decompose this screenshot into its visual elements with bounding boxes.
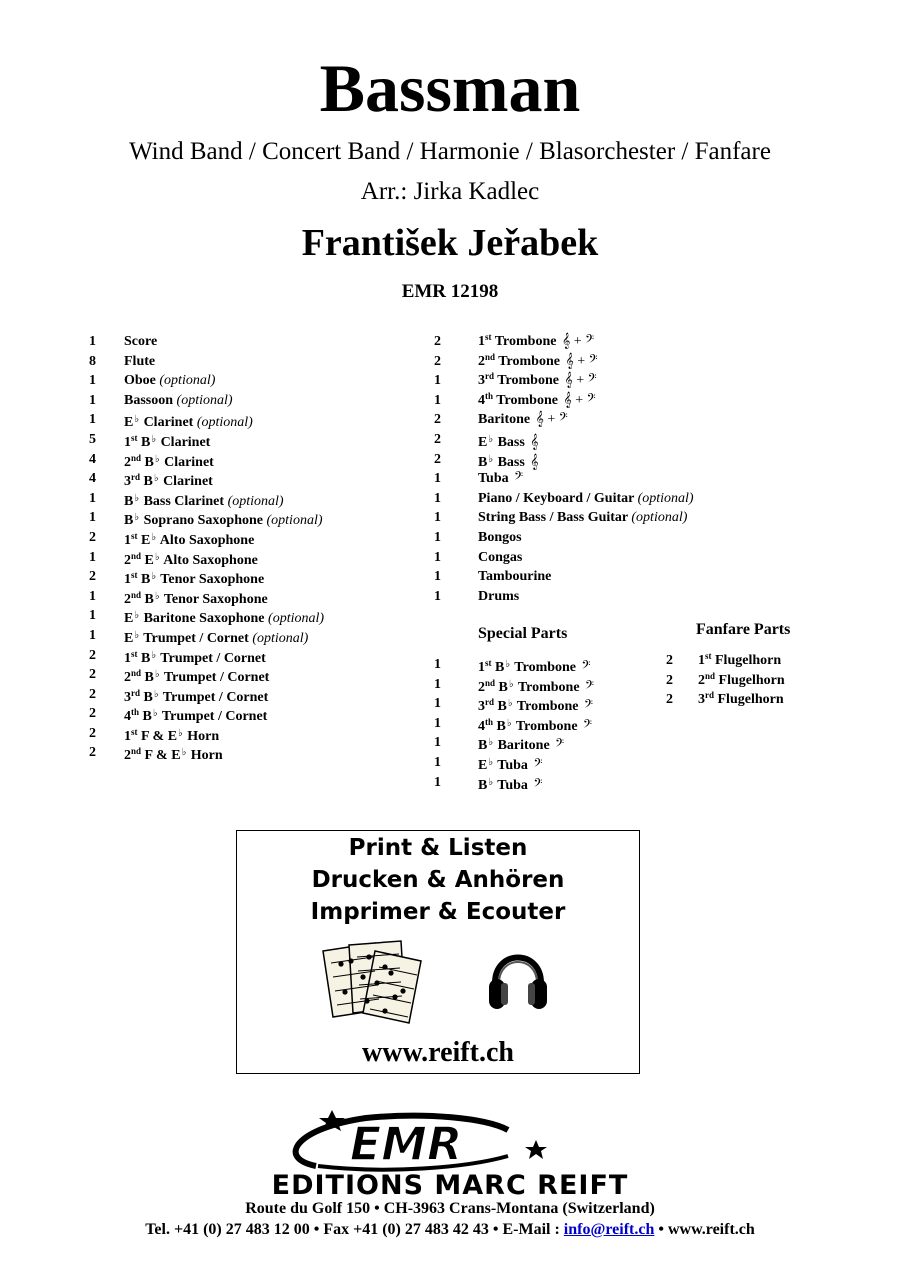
part-name: 3rd B♭ Clarinet bbox=[124, 472, 213, 490]
part-name: 1st B♭ Clarinet bbox=[124, 432, 211, 450]
part-quantity: 2 bbox=[434, 412, 441, 428]
part-name: 2nd B♭ Trumpet / Cornet bbox=[124, 668, 270, 686]
part-quantity: 1 bbox=[89, 588, 96, 604]
promo-url-link[interactable]: www.reift.ch bbox=[362, 1037, 514, 1068]
part-quantity: 4 bbox=[89, 471, 96, 487]
part-name: 2nd B♭ Trombone 𝄢 bbox=[478, 677, 595, 695]
part-quantity: 1 bbox=[434, 471, 441, 487]
part-name: Tuba 𝄢 bbox=[478, 471, 524, 487]
part-quantity: 1 bbox=[434, 754, 441, 770]
part-name: 1st B♭ Trumpet / Cornet bbox=[124, 648, 266, 666]
part-quantity: 2 bbox=[89, 529, 96, 545]
part-name: 1st B♭ Tenor Saxophone bbox=[124, 570, 265, 588]
part-name: 1st B♭ Trombone 𝄢 bbox=[478, 658, 591, 675]
part-name: 2nd E♭ Alto Saxophone bbox=[124, 550, 258, 568]
part-name: 3rd Flugelhorn bbox=[698, 690, 784, 708]
emr-logo bbox=[246, 1108, 566, 1174]
part-name: Baritone 𝄞 + 𝄢 bbox=[478, 412, 568, 428]
part-quantity: 1 bbox=[434, 392, 441, 408]
part-quantity: 1 bbox=[89, 608, 96, 624]
part-quantity: 1 bbox=[89, 412, 96, 428]
part-quantity: 1 bbox=[89, 549, 96, 565]
part-name: E♭ Clarinet (optional) bbox=[124, 414, 253, 431]
part-name: E♭ Bass 𝄞 bbox=[478, 433, 539, 450]
part-name: Bassoon (optional) bbox=[124, 392, 233, 408]
part-name: Congas bbox=[478, 549, 523, 565]
contact-website: • www.reift.ch bbox=[654, 1221, 755, 1238]
headphones-icon bbox=[487, 941, 549, 1013]
part-name: B♭ Baritone 𝄢 bbox=[478, 737, 565, 754]
part-quantity: 2 bbox=[89, 667, 96, 683]
part-quantity: 1 bbox=[434, 657, 441, 672]
part-quantity: 2 bbox=[89, 647, 96, 663]
part-quantity: 1 bbox=[89, 373, 96, 389]
part-quantity: 1 bbox=[89, 627, 96, 643]
part-name: 3rd B♭ Trombone 𝄢 bbox=[478, 697, 594, 715]
part-quantity: 1 bbox=[89, 334, 96, 349]
part-quantity: 1 bbox=[434, 373, 441, 389]
publisher-name: EDITIONS MARC REIFT bbox=[271, 1170, 629, 1201]
publisher-contact bbox=[0, 1219, 900, 1241]
part-quantity: 2 bbox=[434, 353, 441, 369]
part-name: B♭ Bass Clarinet (optional) bbox=[124, 492, 284, 509]
fanfare-parts-heading: Fanfare Parts bbox=[696, 621, 791, 638]
part-quantity: 1 bbox=[434, 549, 441, 565]
part-name: Piano / Keyboard / Guitar (optional) bbox=[478, 490, 694, 506]
part-quantity: 2 bbox=[434, 334, 441, 349]
part-quantity: 1 bbox=[434, 529, 441, 545]
part-quantity: 1 bbox=[434, 510, 441, 526]
part-quantity: 1 bbox=[434, 588, 441, 604]
part-name: B♭ Soprano Saxophone (optional) bbox=[124, 512, 323, 529]
part-name: Bongos bbox=[478, 529, 522, 545]
part-quantity: 1 bbox=[434, 696, 441, 712]
title: Bassman bbox=[319, 50, 581, 126]
part-name: E♭ Tuba 𝄢 bbox=[478, 756, 543, 773]
part-name: E♭ Baritone Saxophone (optional) bbox=[124, 610, 325, 627]
part-quantity: 2 bbox=[89, 725, 96, 741]
catalog-number: EMR 12198 bbox=[401, 281, 499, 302]
part-quantity: 2 bbox=[434, 451, 441, 467]
part-quantity: 8 bbox=[89, 353, 96, 369]
part-name: Tambourine bbox=[478, 569, 552, 585]
promo-line-german: Drucken & Anhören bbox=[311, 867, 565, 893]
promo-line-english: Print & Listen bbox=[348, 835, 528, 861]
subtitle: Wind Band / Concert Band / Harmonie / Blasorchester / Fanfare bbox=[129, 138, 771, 165]
part-name: 3rd Trombone 𝄞 + 𝄢 bbox=[478, 371, 597, 389]
part-name: 1st Trombone 𝄞 + 𝄢 bbox=[478, 332, 595, 349]
part-quantity: 1 bbox=[434, 735, 441, 751]
part-name: String Bass / Bass Guitar (optional) bbox=[478, 510, 688, 526]
part-name: Drums bbox=[478, 588, 520, 604]
logo-text: EMR bbox=[349, 1117, 463, 1171]
special-parts-heading: Special Parts bbox=[478, 625, 568, 642]
part-quantity: 1 bbox=[434, 569, 441, 585]
part-quantity: 1 bbox=[89, 490, 96, 506]
part-quantity: 1 bbox=[89, 510, 96, 526]
publisher-address: Route du Golf 150 • CH-3963 Crans-Montana (Switzerland) bbox=[245, 1200, 655, 1217]
part-name: B♭ Tuba 𝄢 bbox=[478, 776, 543, 793]
part-quantity: 2 bbox=[434, 431, 441, 447]
part-quantity: 1 bbox=[89, 392, 96, 408]
part-quantity: 1 bbox=[434, 490, 441, 506]
part-quantity: 2 bbox=[666, 672, 673, 688]
part-quantity: 5 bbox=[89, 431, 96, 447]
part-name: Score bbox=[124, 334, 158, 349]
part-name: 4th Trombone 𝄞 + 𝄢 bbox=[478, 390, 596, 408]
part-name: Oboe (optional) bbox=[124, 373, 216, 389]
part-quantity: 2 bbox=[89, 706, 96, 722]
part-name: B♭ Bass 𝄞 bbox=[478, 453, 539, 470]
part-name: 2nd Trombone 𝄞 + 𝄢 bbox=[478, 351, 598, 369]
part-name: E♭ Trumpet / Cornet (optional) bbox=[124, 629, 309, 646]
part-quantity: 2 bbox=[89, 745, 96, 761]
part-name: 1st E♭ Alto Saxophone bbox=[124, 530, 255, 548]
part-quantity: 2 bbox=[89, 686, 96, 702]
part-quantity: 2 bbox=[89, 569, 96, 585]
contact-phone-fax: Tel. +41 (0) 27 483 12 00 • Fax +41 (0) 27 483 42 43 • E-Mail : bbox=[145, 1221, 564, 1238]
part-name: 2nd B♭ Clarinet bbox=[124, 452, 214, 470]
print-listen-box[interactable] bbox=[236, 830, 640, 1074]
part-name: 1st Flugelhorn bbox=[698, 651, 782, 668]
part-name: 4th B♭ Trombone 𝄢 bbox=[478, 716, 593, 734]
composer: František Jeřabek bbox=[301, 222, 599, 264]
part-name: 2nd F & E♭ Horn bbox=[124, 746, 223, 764]
part-quantity: 1 bbox=[434, 676, 441, 692]
email-link[interactable]: info@reift.ch bbox=[563, 1221, 655, 1238]
part-name: 2nd B♭ Tenor Saxophone bbox=[124, 589, 268, 607]
part-name: 4th B♭ Trumpet / Cornet bbox=[124, 707, 268, 725]
part-quantity: 4 bbox=[89, 451, 96, 467]
arranger: Arr.: Jirka Kadlec bbox=[360, 178, 540, 205]
part-quantity: 2 bbox=[666, 653, 673, 668]
part-quantity: 1 bbox=[434, 774, 441, 790]
promo-line-french: Imprimer & Ecouter bbox=[310, 899, 566, 925]
part-quantity: 2 bbox=[666, 692, 673, 708]
part-name: Flute bbox=[124, 353, 156, 369]
sheet-music-icon bbox=[319, 937, 429, 1027]
part-quantity: 1 bbox=[434, 715, 441, 731]
part-name: 2nd Flugelhorn bbox=[698, 670, 785, 688]
part-name: 3rd B♭ Trumpet / Cornet bbox=[124, 687, 269, 705]
part-name: 1st F & E♭ Horn bbox=[124, 726, 220, 744]
